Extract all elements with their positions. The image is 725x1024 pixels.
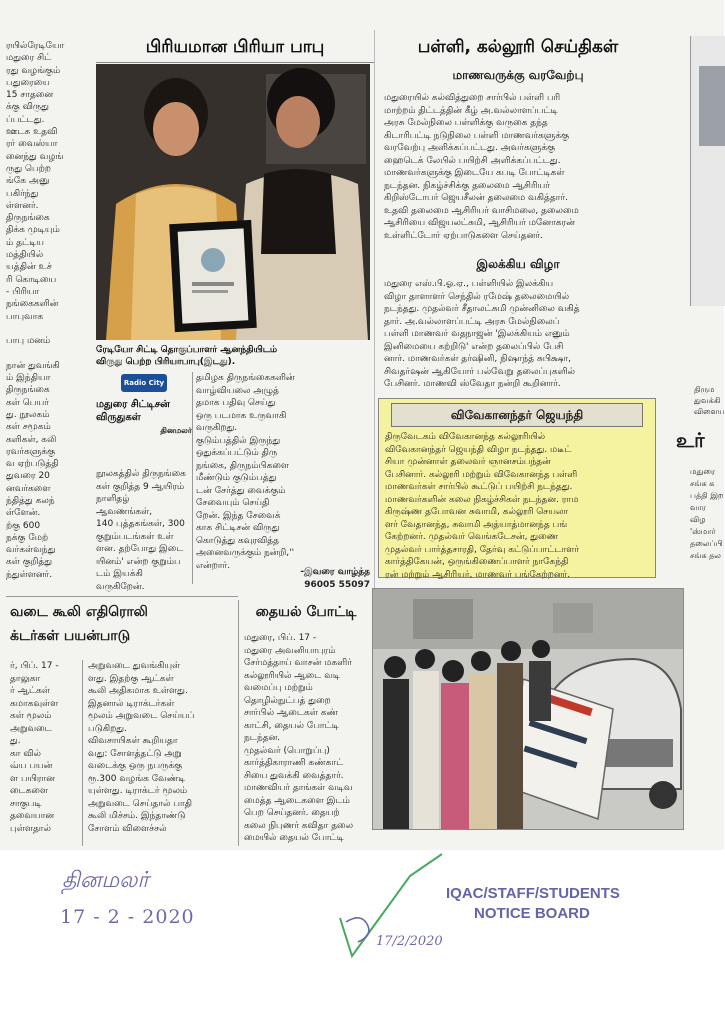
vivekananda-title-bar [391, 403, 643, 427]
handwritten-initial-date: 17/2/2020 [376, 934, 443, 949]
harvest-col-right-text: அறுவடை துவங்கியுள் ளது. இதற்கு ஆட்கள் கூலி அதிகமாக உள்ளது. இதனால் டிராக்டர்கள் மூலம் அறுவடை செய்யப் படுகிறது. விவசாயிகள் கூறியதா வது: சோளத்தட்டு அறு வடைக்கு ஒரு நபருக்கு ரூ.300 வழங்க வேண்டி யுள்ளது. டிராக்டர் மூலம் அறுவடை செய்தால் பாதி கூலி மிச்சம். இந்தாண்டு சோளம் விளைச்சல் [88, 661, 195, 834]
priya-column-divider [192, 372, 193, 584]
car-event-illustration [373, 589, 683, 829]
main-column-divider [374, 30, 375, 596]
vivekananda-box [378, 398, 656, 578]
right-strip-text-bottom: மதுரை சங்க க பத்தி இற வார விழ 'ஸ்மார் தலைப்பி சங்க தல [690, 467, 724, 560]
handwritten-paper-name: தினமலர் [62, 868, 149, 893]
radio-city-brand: Radio City [123, 379, 165, 387]
priya-col2-text: தமிழக திருநங்கைகளின் வாழ்வியலை அழுத் தமாக பதிவு செய்து ஒரு படமாக உருவாகி வருகிறது. குடும்பத்தில் இருந்து ஒதுக்கப்பட்டும் திரு நங்கை, திருநம்பிகளை மீண்டும் குடும்பத்து டன் சேர்த்து வைக்கும் சேவையும் செய்தி றேன். இந்த சேவைக் காக சிட்டிசன் விருது கொடுத்து கவுரவித்த அனைவருக்கும் நன்றி,'' என்றார். [196, 373, 295, 571]
handwritten-date: 17 - 2 - 2020 [60, 906, 195, 928]
dinamalar-partner-logo: தினமலர் [160, 426, 192, 435]
car-event-photo [372, 588, 684, 830]
award-photo-illustration [96, 64, 370, 340]
harvest-tailoring-divider [238, 600, 239, 846]
literary-fest-text: மதுரை எஸ்.பி.ஓ.ஏ., பள்ளியில் இலக்கிய விழா தாளாளர் செந்தில் ரமேஷ் தலைமையில் நடந்தது. முதல்வர் சீதாலட்சுமி முன்னிலை வகித் தார். அ.வல்லாளப்பட்டி அரசு மேல்நிலைப் பள்ளி மாணவர் வதநாஜன் 'இலக்கியம் எனும் இனிமையை கற்றிடு' என்ற தலைப்பில் பேசி னார். மாணவர்கள் தர்ஷினி, நிஷாந்த் சுபிக்ஷா, சிவதர்ஷன் ஆகியோர் பல்வேறு தலைப்புகளில் பேசினர். மாணவி ஸ்வேதா நன்றி கூறினார். [384, 279, 580, 389]
right-strip-text-top: திரும துவக்கி விளைய [694, 385, 725, 416]
vivekananda-text: திருவேடகம் விவேகானந்த கல்லூரியில் விவேகானந்தர் ஜெயந்தி விழா நடந்தது. மடீட் சியா முன்னாள் தலைவர் ஞானசம்பந்தன் பேசினார். கல்லூரி மற்றும் விவேகானந்த பள்ளி மாணவர்கள் சார்பில் கூட்டுப் பயிற்சி நடந்தது. மாணவர்களின் கலை நிகழ்ச்சிகள் நடந்தன. ராம கிருஷ்ண தபோவன சுவாமி, கல்லூரி செயலா ளர் வேதானந்த, சுவாமி அத்யாத்மானந்த பங் கேற்றனர். முதல்வர் வெங்கடேசன், துணை முதல்வர் பார்த்தசாரதி, தேர்வு கட்டுப்பாட்டாளர் கார்த்திகேயன், ஒருங்கிணைப்பாளர் நாகேந்தி ரன் மற்றும் ஆசிரியர், மாணவர் பங்கேற்றனர். [385, 432, 580, 580]
harvest-top-rule [6, 596, 238, 597]
priya-award-photo [96, 64, 370, 340]
citizen-awards-title: மதுரை சிட்டிசன் விருதுகள் [96, 399, 170, 423]
radio-city-badge [121, 374, 167, 392]
literary-fest-title: இலக்கிய விழா [476, 257, 560, 271]
welcome-title: மாணவருக்கு வரவேற்பு [452, 68, 584, 82]
tailoring-headline: தையல் போட்டி [255, 604, 357, 620]
school-news-header: பள்ளி, கல்லூரி செய்திகள் [417, 37, 619, 57]
harvest-col-left-text: ர், பிப். 17 - தாலுகா ர் ஆட்கள் கமாகவுள்ள கள் மூலம் அறுவடை து. கா வில் வ்ய பயன் ள பயிரான டைகளை சாகுபடி தவையான புள்ளதால் [10, 661, 59, 834]
radio-city-logo-block [96, 372, 192, 434]
left-strip-text: ரயில்ரேடியோ மதுரை சிட் ரது வழங்கும் பதுரையை 15 சாதனை க்கு விருது ப்பட்டது. ஊடக உதவி ரர் வைஸ்யா னைந்து வழங் ருது பெற்ற ங்கே அனு பகிர்ந்து ள்ளனர். திருநங்கை திக்க முடியும் ம் தட்டிய மத்தியில் யத்தின் உச் ரி கொடியை - பிரியா நங்கைகளின் பாபுவாக பாபு மனம் நான் துவங்கி ம் இந்தியா திருநங்கை கள் பெயர் து. நூலகம் கள் சமூகம் களிகள், கலி ரவர்களுக்கு வ ஏற்படுத்தி துவரை 20 னவர்களை ந்தித்து கலந் ள்ளேன். ற்கு 600 நக்கு மேற் வர்கள்வந்து கள் குறித்து ந்துள்ளனர். [6, 41, 65, 580]
priya-col1-text: நூலகத்தில் திருநங்கை கள் குறித்த 9 ஆயிரம் நாளிதழ் ஆவணங்கள், 140 புத்தகங்கள், 300 குறும்படங்கள் உள் ளன. தற்போது இடை யினம்' என்ற குறும்ப டம் இயக்கி வருகிறேன். [96, 469, 186, 592]
notice-board-stamp [446, 884, 646, 934]
priya-photo-caption: ரேடியோ சிட்டி தொகுப்பாளர் ஆனந்தியிடம் விருது பெற்ற பிரியாபாபு(இடது). [96, 345, 278, 367]
harvest-headline-line1: வடை கூலி எதிரொலி [10, 604, 148, 620]
priya-headline-box [96, 32, 374, 63]
vivekananda-title: விவேகானந்தர் ஜெயந்தி [450, 408, 584, 422]
right-strip-heading-fragment: உர் [676, 428, 705, 452]
right-strip-photo [690, 36, 725, 306]
school-news-header-box [378, 30, 658, 64]
priya-headline: பிரியமான பிரியா பாபு [145, 37, 325, 57]
stamp-line1: IQAC/STAFF/STUDENTS [446, 885, 620, 902]
harvest-column-divider [82, 660, 83, 846]
tailoring-text: மதுரை, பிப். 17 - மதுரை அவனியாபுரம் சேர்மத்தாய் வாசன் மகளிர் கல்லூரியில் ஆடை வடி வமைப்பு மற்றும் தொழில்நுட்பத் துறை சார்பில் ஆடைகள் கண் காட்சி, தையல் போட்டி நடந்தன. முதல்வர் (பொறுப்பு) கார்த்திகாராணி கண்காட் சியை துவக்கி வைத்தார். மாணவியர் தாங்கள் வடிவ மைத்த ஆடைகளை இடம் பெற செய்தனர். தையற் கலை நிபுணர் கவிதா தலை மையில் தையல் போட்டி [244, 633, 354, 843]
priya-contact-signature: -இவரை வாழ்த்த 96005 55097 [300, 567, 370, 590]
welcome-article-text: மதுரையில் கல்வித்துறை சார்பில் பள்ளி பரி மாற்றம் திட்டத்தின் கீழ் அ.வல்லாளப்பட்டி அரசு மேல்நிலை பள்ளிக்கு வருகை தந்த கிடாரிபட்டி நடுநிலை பள்ளி மாணவர்களுக்கு வரவேற்பு அளிக்கப்பட்டது. அவர்களுக்கு ஹைடெக் லேபில் பயிற்சி அளிக்கப்பட்டது. மாணவர்களுக்கு இடையே கபடி போட்டிகள் நடந்தன. நிகழ்ச்சிக்கு தலைமை ஆசிரியர் கிறிஸ்டோபர் ஜெயசீலன் தலைமை வகித்தார். உதவி தலைமை ஆசிரியர் வாசிமலை, தலைமை ஆசிரியை விஜயலட்சுமி, ஆசிரியர் மனோகரன் உள்ளிட்டோர் ஏற்பாடுகளை செய்தனர். [384, 93, 579, 241]
harvest-headline-line2: க்டர்கள் பயன்பாடு [10, 628, 131, 644]
stamp-line2: NOTICE BOARD [474, 905, 590, 922]
